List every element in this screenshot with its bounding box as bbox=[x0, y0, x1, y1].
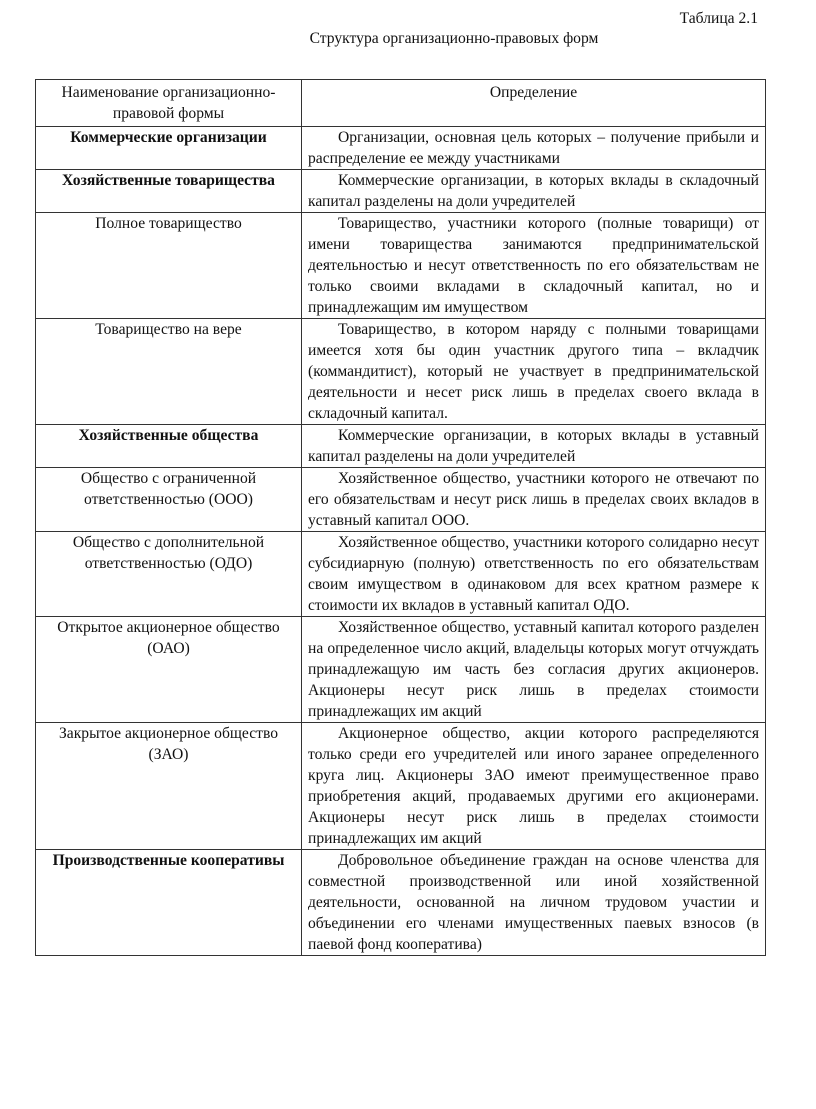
org-form-name: Хозяйственные общества bbox=[36, 425, 302, 468]
org-form-name: Хозяйственные товарищества bbox=[36, 170, 302, 213]
table-row bbox=[36, 468, 766, 532]
table-row bbox=[36, 617, 766, 723]
definition-text: Организации, основная цель которых – получение прибыли и распределение ее между участниками bbox=[308, 129, 759, 167]
table-row bbox=[36, 532, 766, 617]
definition-text: Товарищество, в котором наряду с полными товарищами имеется хотя бы один участник другого типа – вкладчик (коммандитист), который не участвует в предпринимательской деятельности и несет риск лишь в пределах своего вклада в складочный капитал. bbox=[308, 321, 759, 422]
definition-text: Хозяйственное общество, участники которого солидарно несут субсидиарную (полную) ответственность по его обязательствам своим имуществом в одинаковом для всех кратном размере к стоимости их вкладов в уставный капитал ОДО. bbox=[308, 534, 759, 614]
definition-text: Коммерческие организации, в которых вклады в складочный капитал разделены на доли учредителей bbox=[308, 172, 759, 210]
org-form-definition bbox=[302, 425, 766, 468]
org-form-name: Закрытое акционерное общество (ЗАО) bbox=[36, 723, 302, 850]
table-row bbox=[36, 170, 766, 213]
table-row bbox=[36, 850, 766, 956]
org-form-definition bbox=[302, 127, 766, 170]
org-form-definition bbox=[302, 170, 766, 213]
table-header-row bbox=[36, 80, 766, 127]
org-form-name: Открытое акционерное общество (ОАО) bbox=[36, 617, 302, 723]
org-forms-table bbox=[35, 79, 766, 956]
org-form-definition bbox=[302, 468, 766, 532]
org-form-definition bbox=[302, 617, 766, 723]
definition-text: Добровольное объединение граждан на основе членства для совместной производственной или иной хозяйственной деятельности, основанной на личном трудовом участии и объединении его членами имущественных паевых взносов (в паевой фонд кооператива) bbox=[308, 852, 759, 953]
org-form-name: Производственные кооперативы bbox=[36, 850, 302, 956]
header-definition: Определение bbox=[302, 80, 766, 127]
table-body bbox=[36, 127, 766, 956]
document-title: Структура организационно-правовых форм bbox=[309, 30, 599, 47]
org-form-definition bbox=[302, 319, 766, 425]
definition-text: Хозяйственное общество, участники которого не отвечают по его обязательствам и несут риск лишь в пределах своих вкладов в уставный капитал ООО. bbox=[308, 470, 759, 529]
org-form-definition bbox=[302, 213, 766, 319]
org-form-definition bbox=[302, 723, 766, 850]
definition-text: Хозяйственное общество, уставный капитал которого разделен на определенное число акций, владельцы которых могут отчуждать принадлежащую им часть без согласия других акционеров. Акционеры несут риск лишь в пределах стоимости принадлежащих им акций bbox=[308, 619, 759, 720]
org-form-name: Коммерческие организации bbox=[36, 127, 302, 170]
table-row bbox=[36, 213, 766, 319]
table-row bbox=[36, 319, 766, 425]
table-row bbox=[36, 723, 766, 850]
definition-text: Коммерческие организации, в которых вклады в уставный капитал разделены на доли учредителей bbox=[308, 427, 759, 465]
org-form-name: Общество с ограниченной ответственностью (ООО) bbox=[36, 468, 302, 532]
table-number: Таблица 2.1 bbox=[679, 10, 758, 27]
table-row bbox=[36, 127, 766, 170]
org-form-name: Полное товарищество bbox=[36, 213, 302, 319]
definition-text: Акционерное общество, акции которого распределяются только среди его учредителей или иного заранее определенного круга лиц. Акционеры ЗАО имеют преимущественное право приобретения акций, продаваемых другими его акционерами. Акционеры несут риск лишь в пределах стоимости принадлежащих им акций bbox=[308, 725, 759, 847]
org-form-definition bbox=[302, 532, 766, 617]
org-form-definition bbox=[302, 850, 766, 956]
org-form-name: Товарищество на вере bbox=[36, 319, 302, 425]
definition-text: Товарищество, участники которого (полные товарищи) от имени товарищества занимаются предпринимательской деятельностью и несут ответственность по его обязательствам не только своими вкладами в складочный капитал, но и принадлежащим им имуществом bbox=[308, 215, 759, 316]
header-name: Наименование организационно-правовой формы bbox=[36, 80, 302, 127]
org-form-name: Общество с дополнительной ответственностью (ОДО) bbox=[36, 532, 302, 617]
table-row bbox=[36, 425, 766, 468]
